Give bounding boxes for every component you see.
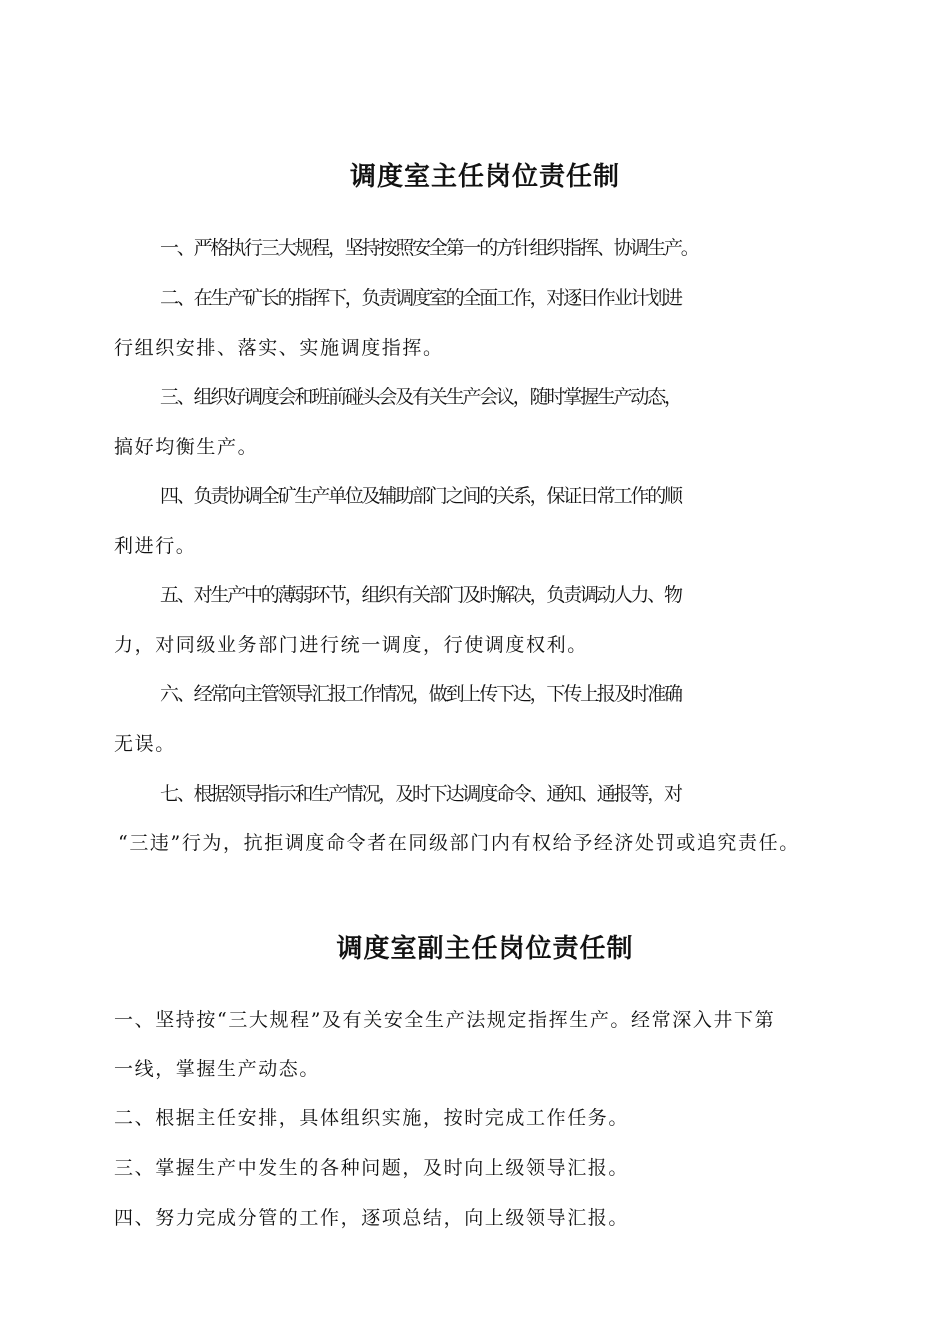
section-1-line-4: 三、组织好调度会和班前碰头会及有关生产会议，随时掌握生产动态， (160, 386, 681, 408)
section-2-line-2: 一线，掌握生产动态。 (114, 1058, 321, 1080)
section-1-line-11: 无误。 (114, 733, 176, 755)
section-1-line-8: 五、对生产中的薄弱环节，组织有关部门及时解决，负责调动人力、物 (160, 584, 681, 606)
section-1-line-5: 搞好均衡生产。 (114, 436, 259, 458)
section-1-line-3: 行组织安排、落实、实施调度指挥。 (114, 337, 444, 359)
section-2-line-4: 三、掌握生产中发生的各种问题，及时向上级领导汇报。 (114, 1157, 630, 1179)
section-1-title: 调度室主任岗位责任制 (349, 162, 620, 192)
section-1-line-1: 一、严格执行三大规程，坚持按照安全第一的方针组织指挥、协调生产。 (160, 237, 698, 259)
section-2-line-3: 二、根据主任安排，具体组织实施，按时完成工作任务。 (114, 1107, 630, 1129)
section-1-line-9: 力，对同级业务部门进行统一调度，行使调度权利。 (114, 634, 588, 656)
section-2-title: 调度室副主任岗位责任制 (336, 934, 634, 964)
section-1-line-6: 四、负责协调全矿生产单位及辅助部门之间的关系，保证日常工作的顺 (160, 485, 681, 507)
section-2-line-1: 一、坚持按“三大规程”及有关安全生产法规定指挥生产。经常深入井下第 (114, 1009, 776, 1031)
section-1-line-2: 二、在生产矿长的指挥下，负责调度室的全面工作，对逐日作业计划进 (160, 287, 681, 309)
section-1-line-7: 利进行。 (114, 535, 197, 557)
section-1-line-12: 七、根据领导指示和生产情况，及时下达调度命令、通知、通报等，对 (160, 783, 681, 805)
section-1-line-10: 六、经常向主管领导汇报工作情况，做到上传下达，下传上报及时准确 (160, 683, 681, 705)
section-1-line-13: “三违”行为，抗拒调度命令者在同级部门内有权给予经济处罚或追究责任。 (118, 832, 800, 854)
section-2-line-5: 四、努力完成分管的工作，逐项总结，向上级领导汇报。 (114, 1207, 630, 1229)
